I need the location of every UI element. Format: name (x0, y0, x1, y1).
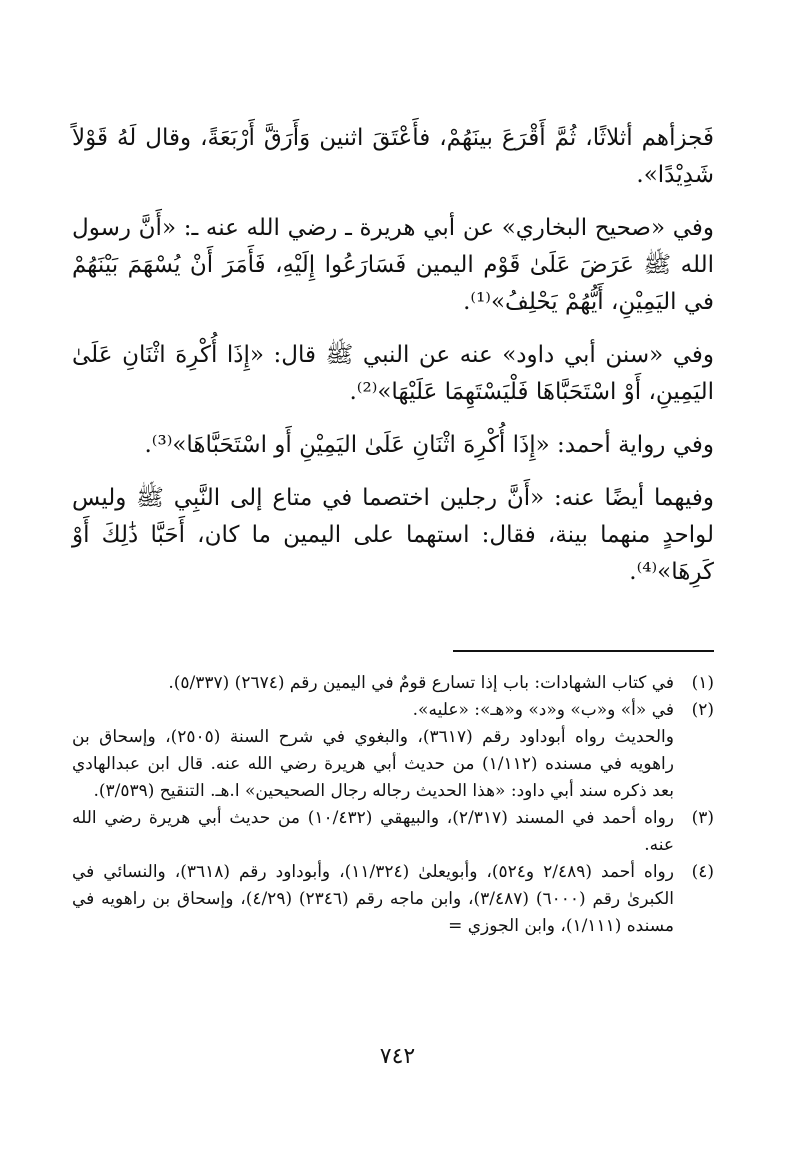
footnotes (72, 670, 714, 940)
footnote-2 (72, 697, 714, 805)
paragraph-5: وفيهما أيضًا عنه: «أَنَّ رجلين اختصما في متاع إلى النَّبِي ﷺ وليس لواحدٍ منهما بينة، فقال: استهما على اليمين ما كان، أَحَبَّا ذَٰلِكَ أَوْ كَرِهَا»⁽⁴⁾. (72, 485, 714, 585)
footnote-line: في «أ» و«ب» و«د» و«هـ»: «عليه». (412, 700, 674, 720)
footnote-line: رواه أحمد في المسند (٢/٣١٧)، والبيهقي (١٠/٤٣٢) من حديث أبي هريرة رضي الله عنه. (72, 808, 674, 855)
footnote-4 (72, 859, 714, 940)
paragraph-2: وفي «صحيح البخاري» عن أبي هريرة ـ رضي الله عنه ـ: «أَنَّ رسول الله ﷺ عَرَضَ عَلَىٰ قَوْم اليمين فَسَارَعُوا إِلَيْهِ، فَأَمَرَ أَنْ يُسْهَمَ بَيْنَهُمْ في اليَمِيْنِ، أَيُّهُمْ يَحْلِفُ»⁽¹⁾. (72, 215, 714, 315)
footnote-text (72, 670, 674, 697)
footnote-text (72, 805, 674, 859)
footnote-number: (١) (691, 673, 714, 693)
footnote-number: (٣) (691, 808, 714, 828)
paragraph-3: وفي «سنن أبي داود» عنه عن النبي ﷺ قال: «إِذَا أُكْرِهَ اثْنَانِ عَلَىٰ اليَمِينِ، أَوْ اسْتَحَبَّاهَا فَلْيَسْتَهِمَا عَلَيْهَا»⁽²⁾. (72, 342, 714, 405)
footnote-number: (٤) (691, 862, 714, 882)
footnote-line: في كتاب الشهادات: باب إذا تسارع قومٌ في اليمين رقم (٢٦٧٤) (٥/٣٣٧). (168, 673, 674, 693)
footnote-text (72, 697, 674, 805)
paragraph-1: فَجزأهم أثلاثًا، ثُمَّ أَقْرَعَ بينَهُمْ، فأَعْتَقَ اثنين وَأَرَقَّ أَرْبَعَةً، وقال لَهُ قَوْلاً شَدِيْدًا». (72, 125, 714, 188)
paragraph-4: وفي رواية أحمد: «إِذَا أُكْرِهَ اثْنَانِ عَلَىٰ اليَمِيْنِ أَو اسْتَحَبَّاهَا»⁽³⁾. (144, 432, 714, 458)
footnote-number: (٢) (691, 700, 714, 720)
page-number: ٧٤٢ (379, 1044, 416, 1069)
footnote-3 (72, 805, 714, 859)
main-text (72, 120, 714, 607)
footnote-line: رواه أحمد (٢/٤٨٩ و٥٢٤)، وأبويعلىٰ (١١/٣٢٤)، وأبوداود رقم (٣٦١٨)، والنسائي في الكبرىٰ رقم (٦٠٠٠) (٣/٤٨٧)، وابن ماجه رقم (٢٣٤٦) (٤/٢٩)، وإسحاق بن راهويه في مسنده (١/١١١)، وابن الجوزي = (72, 862, 674, 936)
footnote-text (72, 859, 674, 940)
footnote-separator (453, 650, 714, 652)
footnote-line: والحديث رواه أبوداود رقم (٣٦١٧)، والبغوي في شرح السنة (٢٥٠٥)، وإسحاق بن راهويه في مسنده (١/١١٢) من حديث أبي هريرة رضي الله عنه. قال ابن عبدالهادي بعد ذكره سند أبي داود: «هذا الحديث رجاله رجال الصحيحين» ا.هـ. التنقيح (٣/٥٣٩). (72, 727, 674, 801)
footnote-1 (72, 670, 714, 697)
